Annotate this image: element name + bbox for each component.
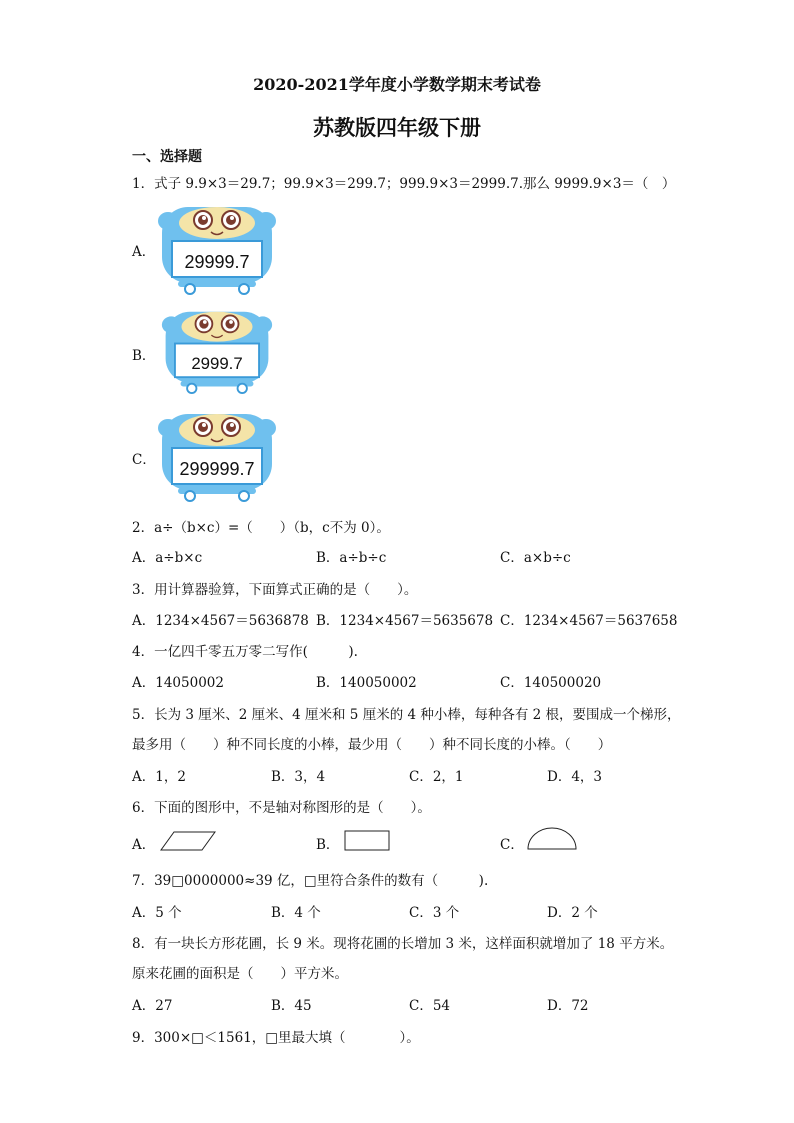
q3-option-b[interactable]: B．1234×4567＝5635678: [316, 613, 494, 629]
q5-option-a[interactable]: A．1，2: [132, 769, 186, 785]
q2-option-a[interactable]: A．a÷b×c: [132, 550, 203, 566]
parallelogram-icon[interactable]: [160, 831, 216, 851]
q1-option-b-label[interactable]: B．: [132, 348, 156, 364]
q8-option-a[interactable]: A．27: [132, 998, 173, 1014]
q6-option-b[interactable]: B．: [316, 837, 340, 853]
rectangle-icon[interactable]: [344, 830, 390, 851]
q4-option-c[interactable]: C．140500020: [500, 675, 602, 691]
robot-display-icon[interactable]: [156, 410, 278, 502]
question-5-stem-line2: 最多用（ ）种不同长度的小棒，最少用（ ）种不同长度的小棒。（ ）: [132, 737, 612, 753]
question-5-stem-line1: 5．长为 3 厘米、2 厘米、4 厘米和 5 厘米的 4 种小棒，每种各有 2 根，要围成一个梯形，: [132, 707, 681, 723]
q1-option-b-value: 2999.7: [191, 353, 243, 373]
question-1-stem: 1．式子 9.9×3＝29.7；99.9×3＝299.7；999.9×3＝2999.7.那么 9999.9×3＝（ ）: [132, 176, 676, 192]
q5-option-b[interactable]: B．3，4: [271, 769, 326, 785]
exam-subtitle: 苏教版四年级下册: [313, 115, 481, 140]
q3-option-a[interactable]: A．1234×4567＝5636878: [132, 613, 309, 629]
q7-option-a[interactable]: A．5 个: [132, 905, 182, 921]
q1-option-a-label[interactable]: A．: [132, 244, 156, 260]
exam-title: 2020-2021学年度小学数学期末考试卷: [253, 75, 541, 94]
q4-option-b[interactable]: B．140050002: [316, 675, 417, 691]
question-7-stem: 7．39□0000000≈39 亿，□里符合条件的数有（ ).: [132, 873, 489, 889]
question-8-stem-line1: 8．有一块长方形花圃，长 9 米。现将花圃的长增加 3 米，这样面积就增加了 18 平方米。: [132, 936, 674, 952]
question-6-stem: 6．下面的图形中，不是轴对称图形的是（ ）。: [132, 800, 431, 816]
q8-option-d[interactable]: D．72: [547, 998, 589, 1014]
q6-option-c[interactable]: C．: [500, 837, 524, 853]
q7-option-b[interactable]: B．4 个: [271, 905, 321, 921]
q5-option-c[interactable]: C．2，1: [409, 769, 464, 785]
q7-option-d[interactable]: D．2 个: [547, 905, 598, 921]
section-heading: 一、选择题: [132, 149, 202, 165]
question-4-stem: 4．一亿四千零五万零二写作( ).: [132, 644, 358, 660]
robot-display-icon[interactable]: [156, 203, 278, 295]
q3-option-c[interactable]: C．1234×4567＝5637658: [500, 613, 678, 629]
q1-option-c-value: 299999.7: [179, 459, 255, 479]
semicircle-icon[interactable]: [527, 827, 577, 851]
question-9-stem: 9．300×□＜1561，□里最大填（ ）。: [132, 1030, 420, 1046]
q5-option-d[interactable]: D．4，3: [547, 769, 603, 785]
q2-option-b[interactable]: B．a÷b÷c: [316, 550, 387, 566]
question-2-stem: 2．a÷（b×c）=（ ）（b，c不为 0）。: [132, 520, 390, 536]
q4-option-a[interactable]: A．14050002: [132, 675, 224, 691]
q1-option-a-value: 29999.7: [184, 252, 250, 272]
q7-option-c[interactable]: C．3 个: [409, 905, 460, 921]
question-3-stem: 3．用计算器验算，下面算式正确的是（ ）。: [132, 582, 418, 598]
q2-option-c[interactable]: C．a×b÷c: [500, 550, 571, 566]
q8-option-b[interactable]: B．45: [271, 998, 312, 1014]
q8-option-c[interactable]: C．54: [409, 998, 451, 1014]
q1-option-c-label[interactable]: C．: [132, 452, 156, 468]
q6-option-a[interactable]: A．: [132, 837, 156, 853]
robot-display-icon[interactable]: [160, 307, 274, 395]
question-8-stem-line2: 原来花圃的面积是（ ）平方米。: [132, 966, 348, 982]
